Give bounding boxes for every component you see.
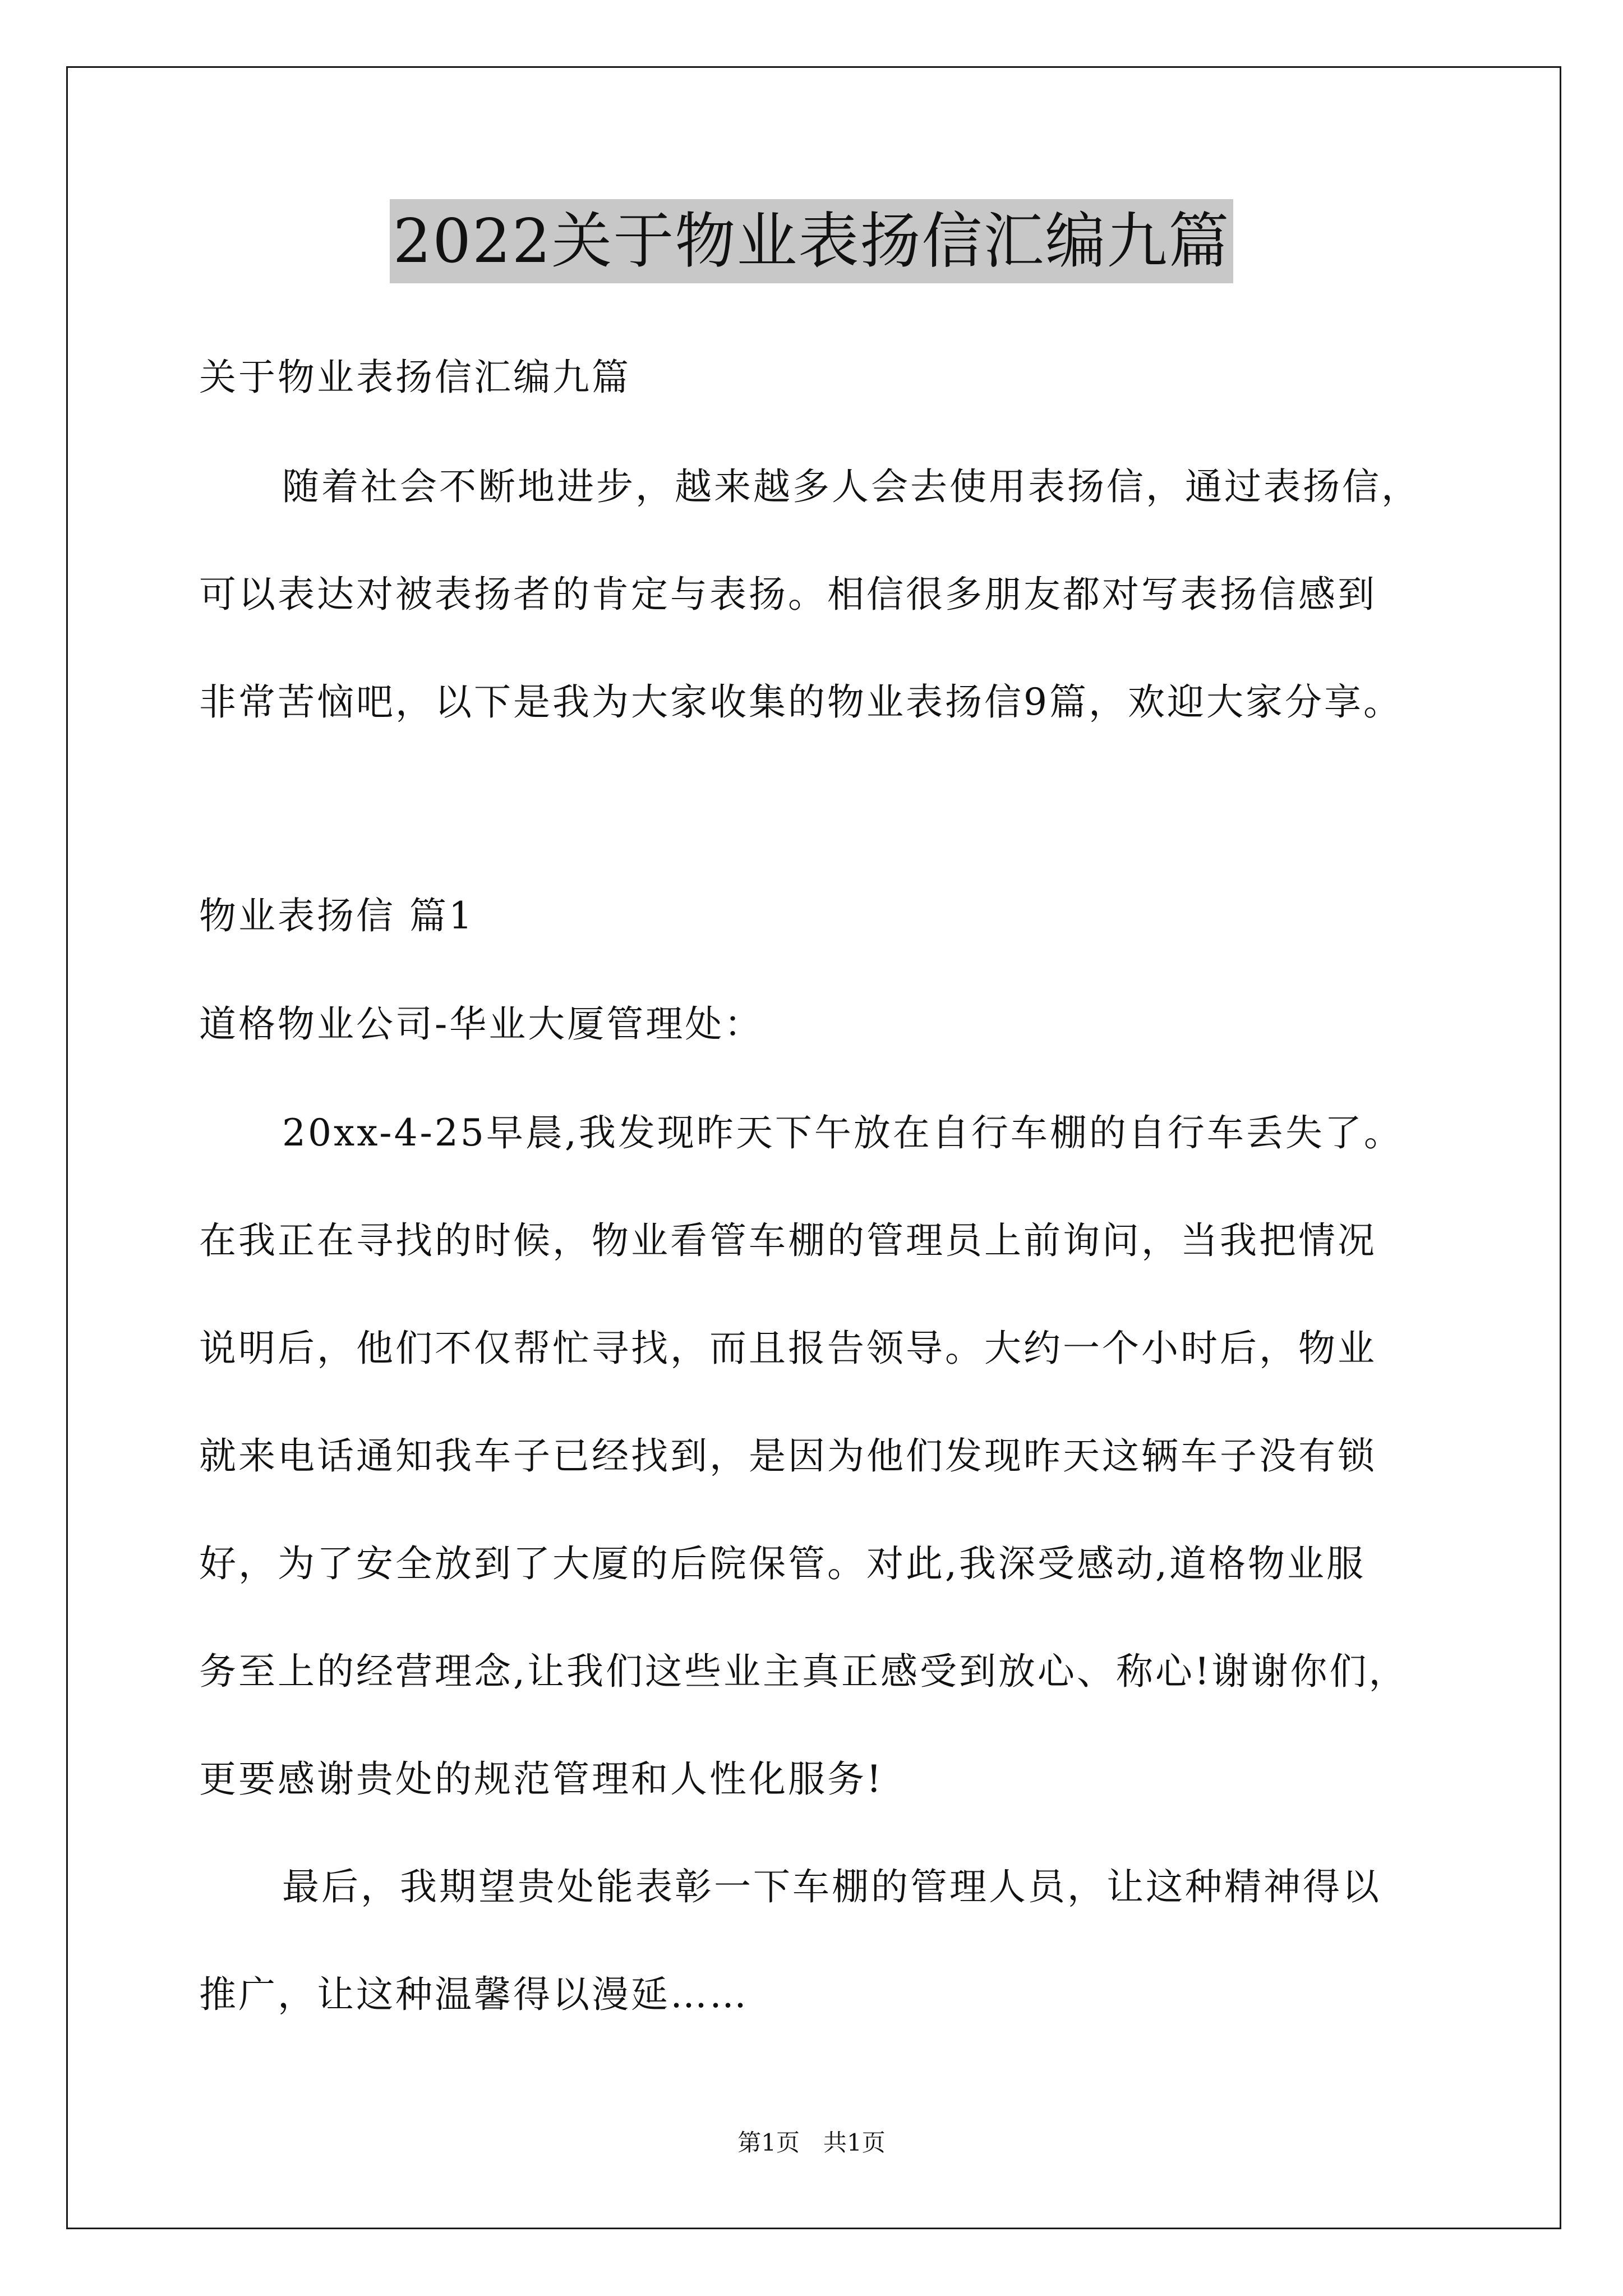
- paragraph1-line-5: 好，为了安全放到了大厦的后院保管。对此,我深受感动,道格物业服: [199, 1542, 1366, 1585]
- page-footer: 第1页 共1页: [737, 2129, 886, 2156]
- title-container: [0, 199, 1623, 283]
- paragraph1-line-2: 在我正在寻找的时候，物业看管车棚的管理员上前询问，当我把情况: [199, 1219, 1377, 1262]
- intro-line-3: 非常苦恼吧，以下是我为大家收集的物业表扬信9篇，欢迎大家分享。: [199, 680, 1403, 724]
- paragraph1-line-3: 说明后，他们不仅帮忙寻找，而且报告领导。大约一个小时后，物业: [199, 1327, 1377, 1370]
- intro-line-2: 可以表达对被表扬者的肯定与表扬。相信很多朋友都对写表扬信感到: [199, 573, 1377, 616]
- document-title: 2022关于物业表扬信汇编九篇: [390, 199, 1234, 283]
- section-heading: 物业表扬信 篇1: [199, 894, 474, 937]
- paragraph1-line-6: 务至上的经营理念,让我们这些业主真正感受到放心、称心!谢谢你们，: [199, 1650, 1408, 1693]
- intro-line-1: 随着社会不断地进步，越来越多人会去使用表扬信，通过表扬信，: [282, 465, 1421, 508]
- paragraph1-line-1: 20xx-4-25早晨,我发现昨天下午放在自行车棚的自行车丢失了。: [282, 1111, 1403, 1154]
- paragraph1-line-4: 就来电话通知我车子已经找到，是因为他们发现昨天这辆车子没有锁: [199, 1434, 1377, 1478]
- document-subtitle: 关于物业表扬信汇编九篇: [199, 356, 631, 399]
- salutation: 道格物业公司-华业大厦管理处：: [199, 1002, 764, 1046]
- paragraph1-line-7: 更要感谢贵处的规范管理和人性化服务!: [199, 1757, 884, 1801]
- paragraph2-line-1: 最后，我期望贵处能表彰一下车棚的管理人员，让这种精神得以: [282, 1865, 1381, 1908]
- paragraph2-line-2: 推广，让这种温馨得以漫延……: [199, 1973, 749, 2016]
